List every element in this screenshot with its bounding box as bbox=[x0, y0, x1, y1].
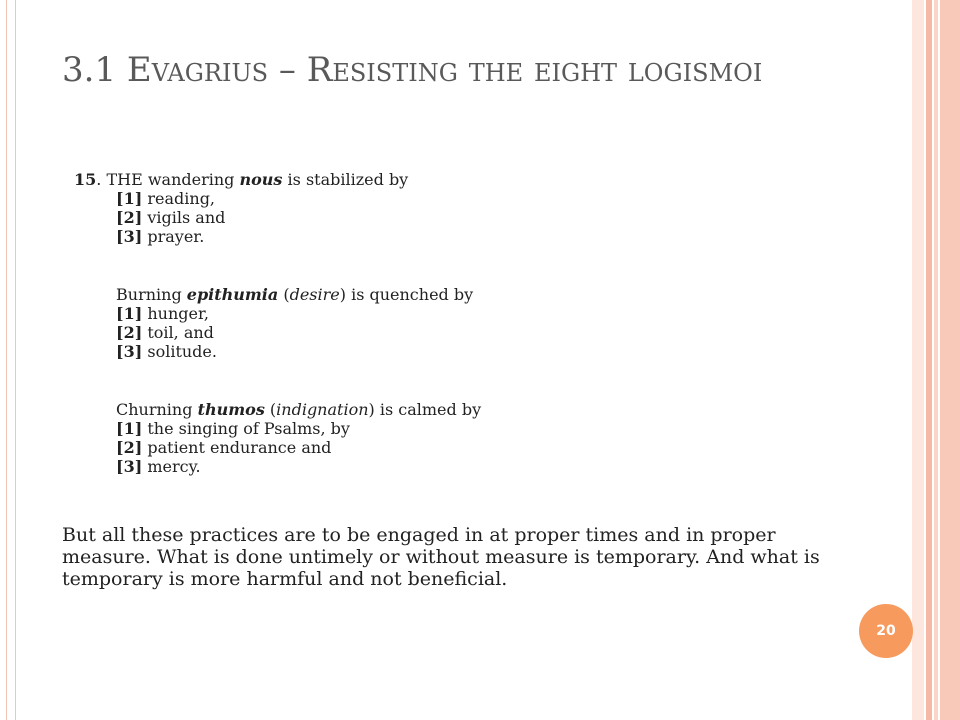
heading-post: is calmed by bbox=[374, 400, 482, 419]
list-item bbox=[66, 342, 826, 361]
item-text: toil, and bbox=[142, 323, 214, 342]
item-text: the singing of Psalms, by bbox=[142, 419, 350, 438]
passage-group-epithumia bbox=[66, 285, 826, 361]
item-marker: [1] bbox=[116, 419, 143, 438]
term-epithumia: epithumia bbox=[186, 285, 279, 304]
passage-number: 15 bbox=[74, 170, 97, 189]
item-text: solitude. bbox=[142, 342, 217, 361]
gloss-close: ) bbox=[339, 285, 346, 304]
heading-pre: . THE wandering bbox=[96, 170, 240, 189]
item-marker: [1] bbox=[116, 304, 143, 323]
item-marker: [2] bbox=[116, 438, 143, 457]
gloss-open: ( bbox=[264, 400, 277, 419]
passage-group-thumos bbox=[66, 400, 826, 476]
item-text: mercy. bbox=[142, 457, 201, 476]
item-marker: [2] bbox=[116, 208, 143, 227]
list-item bbox=[66, 323, 826, 342]
item-marker: [2] bbox=[116, 323, 143, 342]
group-heading bbox=[66, 285, 826, 304]
heading-post: is quenched by bbox=[345, 285, 474, 304]
gloss-open: ( bbox=[278, 285, 290, 304]
stripe-1 bbox=[912, 0, 924, 720]
item-marker: [1] bbox=[116, 189, 143, 208]
passage-group-nous bbox=[66, 170, 826, 246]
gloss-indignation: indignation bbox=[276, 400, 369, 419]
item-text: reading, bbox=[142, 189, 216, 208]
gloss-close: ) bbox=[368, 400, 375, 419]
list-item bbox=[66, 419, 826, 438]
group-heading bbox=[66, 400, 826, 419]
page-number-badge: 20 bbox=[859, 604, 913, 658]
left-border-frame bbox=[6, 0, 16, 720]
gloss-desire: desire bbox=[289, 285, 340, 304]
item-marker: [3] bbox=[116, 227, 143, 246]
list-item bbox=[66, 189, 826, 208]
heading-pre: Burning bbox=[116, 285, 187, 304]
passage-body bbox=[66, 170, 826, 476]
slide-title: 3.1 Evagrius – Resisting the eight logismoi bbox=[62, 50, 763, 90]
item-text: prayer. bbox=[142, 227, 205, 246]
list-item bbox=[66, 227, 826, 246]
stripe-4 bbox=[940, 0, 960, 720]
right-decorative-stripes bbox=[912, 0, 960, 720]
term-nous: nous bbox=[239, 170, 283, 189]
heading-post: is stabilized by bbox=[282, 170, 409, 189]
list-item bbox=[66, 208, 826, 227]
item-text: patient endurance and bbox=[142, 438, 332, 457]
item-marker: [3] bbox=[116, 342, 143, 361]
stripe-2 bbox=[926, 0, 932, 720]
item-marker: [3] bbox=[116, 457, 143, 476]
stripe-3 bbox=[934, 0, 938, 720]
list-item bbox=[66, 457, 826, 476]
closing-paragraph: But all these practices are to be engaged in at proper times and in proper measure. What is done untimely or without measure is temporary. And what is temporary is more harmful and not beneficial. bbox=[62, 524, 820, 590]
item-text: vigils and bbox=[142, 208, 226, 227]
list-item bbox=[66, 304, 826, 323]
term-thumos: thumos bbox=[197, 400, 265, 419]
list-item bbox=[66, 438, 826, 457]
group-heading bbox=[66, 170, 826, 189]
item-text: hunger, bbox=[142, 304, 209, 323]
heading-pre: Churning bbox=[116, 400, 198, 419]
